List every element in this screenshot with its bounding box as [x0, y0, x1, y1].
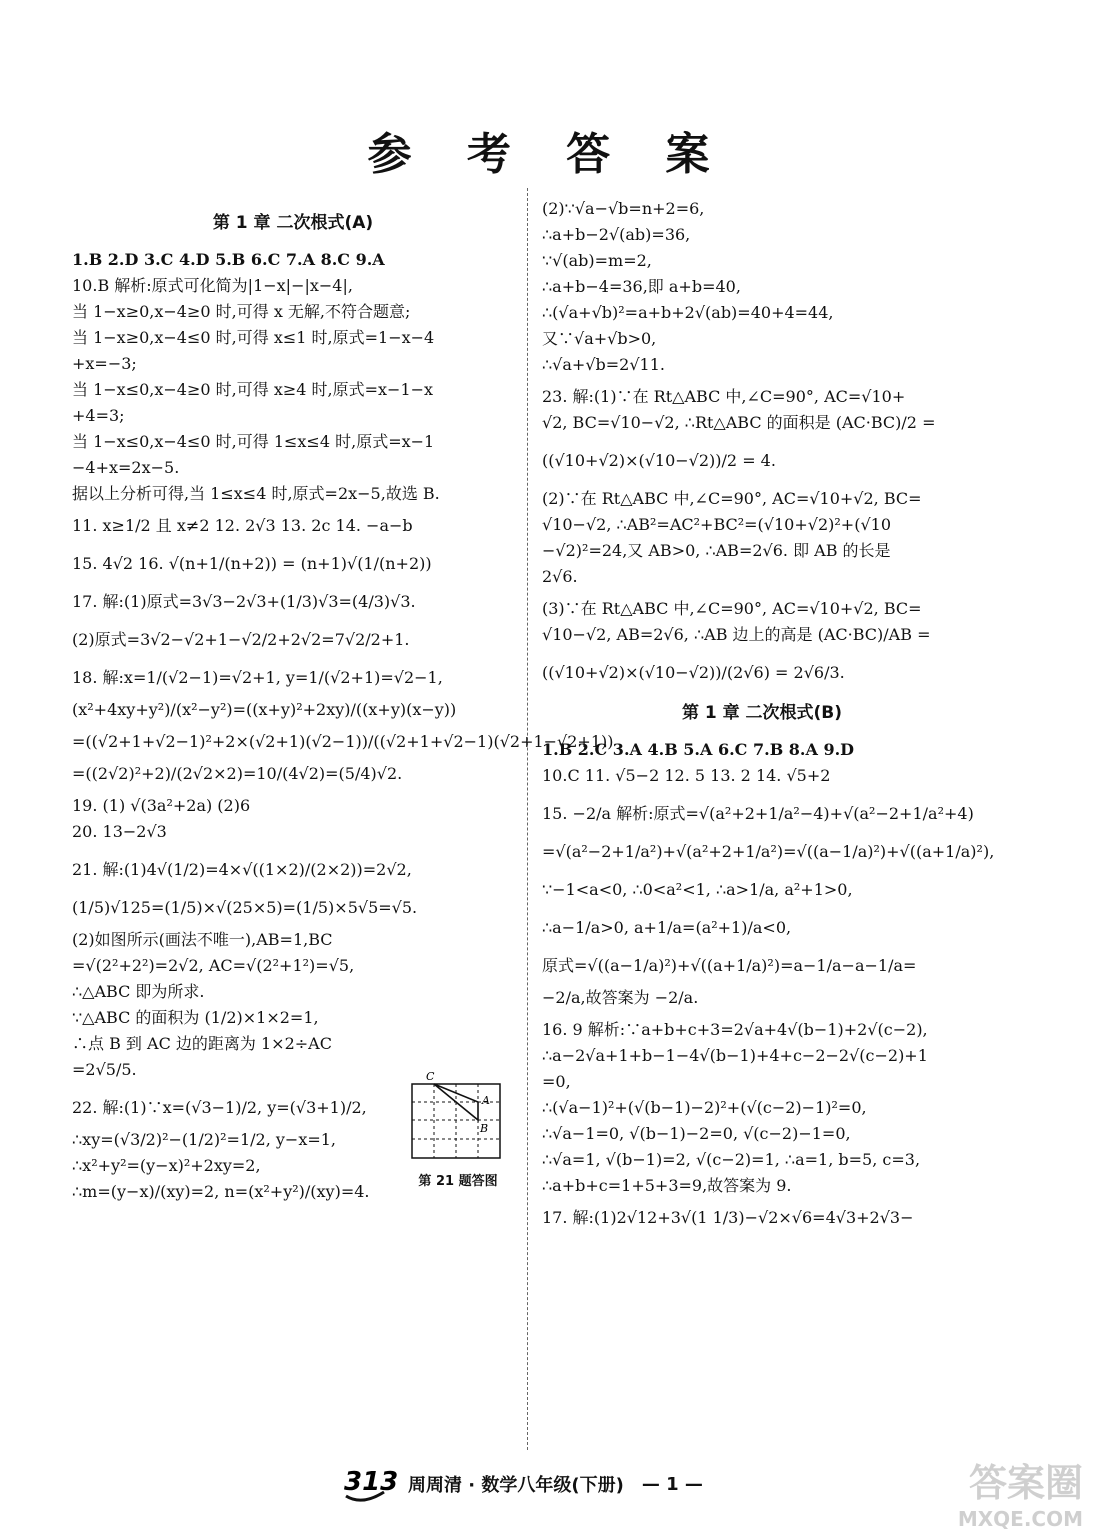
- right-column: [542, 196, 995, 1231]
- answer-line: ∴√a+√b=2√11.: [542, 355, 665, 374]
- answer-line: 1.B 2.D 3.C 4.D 5.B 6.C 7.A 8.C 9.A: [72, 250, 385, 269]
- answer-line: ∴a−2√a+1+b−1−4√(b−1)+4+c−2−2√(c−2)+1: [542, 1046, 928, 1065]
- answer-line: (x²+4xy+y²)/(x²−y²)=((x+y)²+2xy)/((x+y)(x−y)): [72, 700, 457, 719]
- page-number: — 1 —: [641, 1473, 703, 1495]
- answer-line: ∴m=(y−x)/(xy)=2, n=(x²+y²)/(xy)=4.: [72, 1182, 370, 1201]
- vertex-label-c: C: [426, 1070, 435, 1083]
- answer-line: −√2)²=24,又 AB>0, ∴AB=2√6. 即 AB 的长是: [542, 541, 891, 560]
- answer-line: (2)原式=3√2−√2+1−√2/2+2√2=7√2/2+1.: [72, 630, 410, 649]
- answer-line: 1.B 2.C 3.A 4.B 5.A 6.C 7.B 8.A 9.D: [542, 740, 855, 759]
- answer-line: ∴a+b−2√(ab)=36,: [542, 225, 691, 244]
- answer-line: √2, BC=√10−√2, ∴Rt△ABC 的面积是 (AC·BC)/2 =: [542, 413, 936, 432]
- answer-line: (2)如图所示(画法不唯一),AB=1,BC: [72, 930, 333, 949]
- answer-line: √10−√2, ∴AB²=AC²+BC²=(√10+√2)²+(√10: [542, 515, 891, 534]
- footer-book-title: 周周清 · 数学八年级(下册): [408, 1475, 624, 1496]
- answer-line: 据以上分析可得,当 1≤x≤4 时,原式=2x−5,故选 B.: [72, 484, 440, 503]
- answer-line: 15. −2/a 解析:原式=√(a²+2+1/a²−4)+√(a²−2+1/a²+4): [542, 804, 974, 823]
- chapter-heading-b: 第 1 章 二次根式(B): [681, 703, 843, 723]
- answer-line: ∴(√a−1)²+(√(b−1)−2)²+(√(c−2)−1)²=0,: [542, 1098, 867, 1117]
- answer-line: ((√10+√2)×(√10−√2))/(2√6) = 2√6/3.: [542, 663, 845, 682]
- answer-line: 18. 解:x=1/(√2−1)=√2+1, y=1/(√2+1)=√2−1,: [72, 668, 443, 687]
- answer-line: (2)∵√a−√b=n+2=6,: [542, 199, 705, 218]
- answer-line: 10.C 11. √5−2 12. 5 13. 2 14. √5+2: [542, 766, 831, 785]
- chapter-heading-a: 第 1 章 二次根式(A): [212, 213, 374, 233]
- answer-line: 当 1−x≤0,x−4≥0 时,可得 x≥4 时,原式=x−1−x: [72, 380, 434, 399]
- answer-line: (1/5)√125=(1/5)×√(25×5)=(1/5)×5√5=√5.: [72, 898, 418, 917]
- answer-line: 又∵√a+√b>0,: [542, 329, 657, 348]
- answer-line: 10.B 解析:原式可化简为|1−x|−|x−4|,: [72, 276, 353, 295]
- watermark: [937, 1452, 1083, 1530]
- page-footer: [340, 1462, 703, 1506]
- answer-line: √10−√2, AB=2√6, ∴AB 边上的高是 (AC·BC)/AB =: [542, 625, 931, 644]
- answer-line: ∴√a−1=0, √(b−1)−2=0, √(c−2)−1=0,: [542, 1124, 851, 1143]
- vertex-label-b: B: [480, 1122, 489, 1135]
- answer-line: 16. 9 解析:∵a+b+c+3=2√a+4√(b−1)+2√(c−2),: [542, 1020, 928, 1039]
- publisher-logo: [340, 1462, 398, 1506]
- answer-line: 11. x≥1/2 且 x≠2 12. 2√3 13. 2c 14. −a−b: [72, 516, 413, 535]
- answer-line: ∴a+b+c=1+5+3=9,故答案为 9.: [542, 1176, 792, 1195]
- answer-line: 15. 4√2 16. √(n+1/(n+2)) = (n+1)√(1/(n+2)): [72, 554, 432, 573]
- answer-line: 原式=√((a−1/a)²)+√((a+1/a)²)=a−1/a−a−1/a=: [542, 956, 917, 975]
- watermark-url: MXQE.COM: [957, 1507, 1083, 1531]
- answer-line: (2)∵在 Rt△ABC 中,∠C=90°, AC=√10+√2, BC=: [542, 489, 922, 508]
- answer-line: 23. 解:(1)∵在 Rt△ABC 中,∠C=90°, AC=√10+: [542, 387, 906, 406]
- answer-line: =√(a²−2+1/a²)+√(a²+2+1/a²)=√((a−1/a)²)+√((a+1/a)²),: [542, 842, 995, 861]
- answer-line: =0,: [542, 1072, 571, 1091]
- answer-line: =√(2²+2²)=2√2, AC=√(2²+1²)=√5,: [72, 956, 355, 975]
- answer-line: ∴(√a+√b)²=a+b+2√(ab)=40+4=44,: [542, 303, 834, 322]
- vertex-label-a: A: [482, 1094, 490, 1107]
- answer-line: 17. 解:(1)原式=3√3−2√3+(1/3)√3=(4/3)√3.: [72, 592, 416, 611]
- answer-line: ∴△ABC 即为所求.: [72, 982, 205, 1001]
- answer-line: ∵−1<a<0, ∴0<a²<1, ∴a>1/a, a²+1>0,: [542, 880, 853, 899]
- answer-line: ∴√a=1, √(b−1)=2, √(c−2)=1, ∴a=1, b=5, c=3,: [542, 1150, 921, 1169]
- answer-line: +4=3;: [72, 406, 125, 425]
- logo-text: 313: [344, 1467, 399, 1497]
- answer-line: ∴x²+y²=(y−x)²+2xy=2,: [72, 1156, 261, 1175]
- answer-line: ∴点 B 到 AC 边的距离为 1×2÷AC: [72, 1034, 332, 1053]
- problem-21-figure: [408, 1070, 508, 1189]
- answer-line: 当 1−x≤0,x−4≤0 时,可得 1≤x≤4 时,原式=x−1: [72, 432, 435, 451]
- answer-line: =((√2+1+√2−1)²+2×(√2+1)(√2−1))/((√2+1+√2−1)(√2+1−√2+1)): [72, 732, 614, 751]
- answer-line: =((2√2)²+2)/(2√2×2)=10/(4√2)=(5/4)√2.: [72, 764, 403, 783]
- answer-line: ∵△ABC 的面积为 (1/2)×1×2=1,: [72, 1008, 319, 1027]
- watermark-title: 答案圈: [968, 1461, 1083, 1505]
- answer-line: 20. 13−2√3: [72, 822, 167, 841]
- grid-triangle-diagram: [408, 1070, 508, 1164]
- figure-caption: 第 21 题答图: [418, 1174, 498, 1189]
- answer-line: −4+x=2x−5.: [72, 458, 180, 477]
- page-title: 参 考 答 案: [367, 129, 730, 180]
- answer-line: ((√10+√2)×(√10−√2))/2 = 4.: [542, 451, 776, 470]
- answer-line: 21. 解:(1)4√(1/2)=4×√((1×2)/(2×2))=2√2,: [72, 860, 412, 879]
- answer-line: +x=−3;: [72, 354, 137, 373]
- column-divider: [527, 188, 528, 1450]
- answer-line: 当 1−x≥0,x−4≥0 时,可得 x 无解,不符合题意;: [72, 302, 411, 321]
- answer-line: 19. (1) √(3a²+2a) (2)6: [72, 796, 251, 815]
- answer-line: (3)∵在 Rt△ABC 中,∠C=90°, AC=√10+√2, BC=: [542, 599, 922, 618]
- answer-line: ∴a−1/a>0, a+1/a=(a²+1)/a<0,: [542, 918, 792, 937]
- answer-line: ∴xy=(√3/2)²−(1/2)²=1/2, y−x=1,: [72, 1130, 337, 1149]
- answer-line: ∴a+b−4=36,即 a+b=40,: [542, 277, 741, 296]
- answer-line: ∵√(ab)=m=2,: [542, 251, 652, 270]
- answer-line: −2/a,故答案为 −2/a.: [542, 988, 699, 1007]
- answer-line: 17. 解:(1)2√12+3√(1 1/3)−√2×√6=4√3+2√3−: [542, 1208, 914, 1227]
- answer-line: =2√5/5.: [72, 1060, 137, 1079]
- answer-line: 22. 解:(1)∵x=(√3−1)/2, y=(√3+1)/2,: [72, 1098, 367, 1117]
- answer-line: 2√6.: [542, 567, 578, 586]
- answer-line: 当 1−x≥0,x−4≤0 时,可得 x≤1 时,原式=1−x−4: [72, 328, 435, 347]
